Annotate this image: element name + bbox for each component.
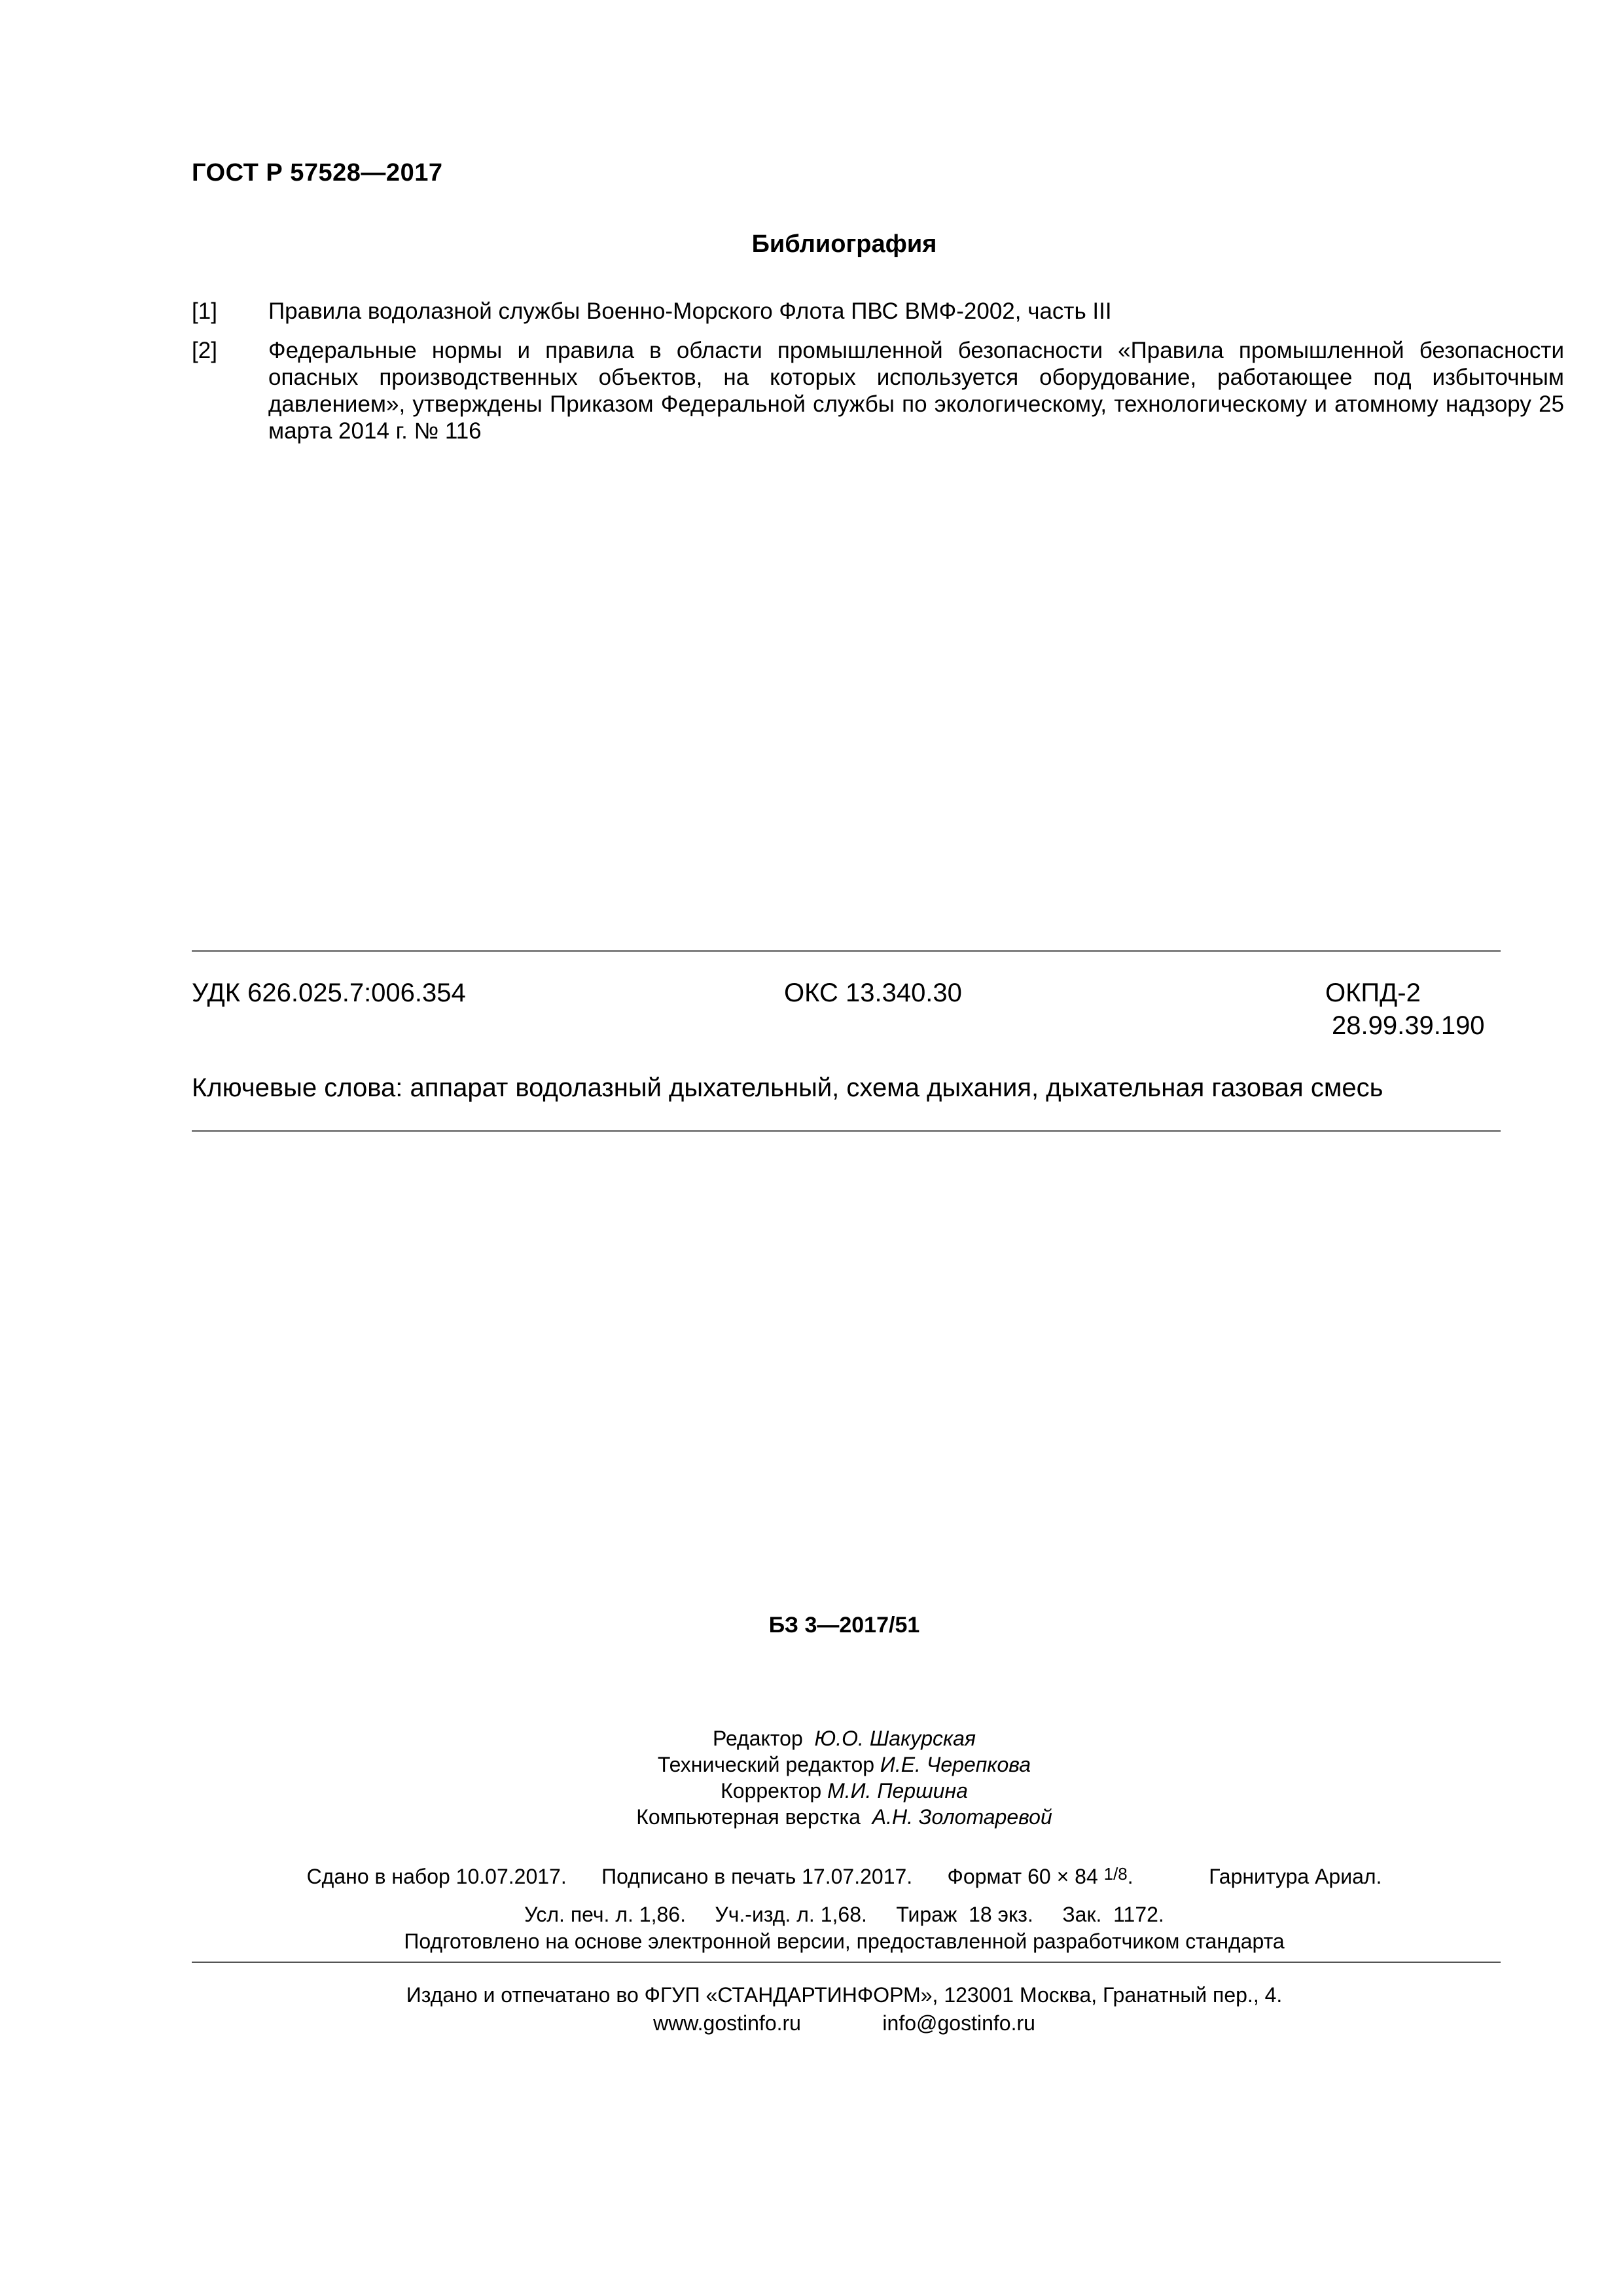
editor-name: Ю.О. Шакурская: [814, 1727, 976, 1750]
font-name: Гарнитура Ариал.: [1209, 1865, 1382, 1888]
divider: [192, 950, 1501, 952]
print-stats-line: Усл. печ. л. 1,86. Уч.-изд. л. 1,68. Тираж 18 экз. Зак. 1172.: [524, 1903, 1164, 1926]
editor-label: Редактор: [713, 1727, 803, 1750]
okpd-code: 28.99.39.190: [1332, 1011, 1485, 1040]
corrector-line: [0, 1778, 1623, 1804]
divider: [192, 1962, 1501, 1963]
bibliography-item-text: Правила водолазной службы Военно-Морского Флота ПВС ВМФ-2002, часть III: [268, 298, 1112, 324]
tech-editor-line: [0, 1751, 1623, 1778]
udk-code: УДК 626.025.7:006.354: [192, 978, 466, 1007]
bz-number: БЗ 3—2017/51: [768, 1613, 920, 1638]
bibliography-item: [192, 298, 1501, 327]
okpd-label: ОКПД-2: [1325, 978, 1421, 1007]
layout-name: А.Н. Золотаревой: [872, 1805, 1052, 1829]
editor-line: [0, 1725, 1623, 1751]
website-link[interactable]: www.gostinfo.ru: [653, 2011, 801, 2035]
bibliography-item-text: Федеральные нормы и правила в области промышленной безопасности «Правила промышленной безопасности опасных производственных объектов, на которых используется оборудование, работающее под избыточным давлением», утверждены Приказом Федеральной службы по экологическому, технологическому и атомному надзору 25 марта 2014 г. № 116: [268, 338, 1564, 444]
tech-editor-label: Технический редактор: [657, 1753, 875, 1776]
oks-code: ОКС 13.340.30: [784, 978, 962, 1007]
bibliography-item-number: [1]: [192, 298, 217, 324]
format: Формат 60 × 84: [947, 1865, 1098, 1888]
format-fraction: 1/8: [1103, 1864, 1128, 1884]
document-header: ГОСТ Р 57528—2017: [192, 159, 443, 187]
print-info-line: Сдано в набор 10.07.2017. Подписано в печать 17.07.2017. Формат 60 × 84 1/8. Гарнитура Ариал.: [306, 1864, 1382, 1888]
bibliography-item-number: [2]: [192, 338, 217, 363]
keywords: Ключевые слова: аппарат водолазный дыхательный, схема дыхания, дыхательная газовая смесь: [192, 1073, 1383, 1102]
prepared-note: Подготовлено на основе электронной версии, предоставленной разработчиком стандарта: [404, 1929, 1285, 1953]
corrector-name: М.И. Першина: [827, 1779, 968, 1803]
bibliography-item: [192, 337, 1564, 455]
layout-label: Компьютерная верстка: [636, 1805, 861, 1829]
submitted-date: Сдано в набор 10.07.2017.: [306, 1865, 567, 1888]
publisher-contacts: [0, 2011, 1623, 2036]
corrector-label: Корректор: [721, 1779, 822, 1803]
bibliography-title: Библиография: [751, 230, 937, 258]
publisher-line: Издано и отпечатано во ФГУП «СТАНДАРТИНФОРМ», 123001 Москва, Гранатный пер., 4.: [406, 1983, 1283, 2007]
layout-line: [0, 1804, 1623, 1830]
tech-editor-name: И.Е. Черепкова: [880, 1753, 1031, 1776]
email-link[interactable]: info@gostinfo.ru: [882, 2011, 1035, 2035]
signed-date: Подписано в печать 17.07.2017.: [601, 1865, 913, 1888]
divider: [192, 1130, 1501, 1132]
